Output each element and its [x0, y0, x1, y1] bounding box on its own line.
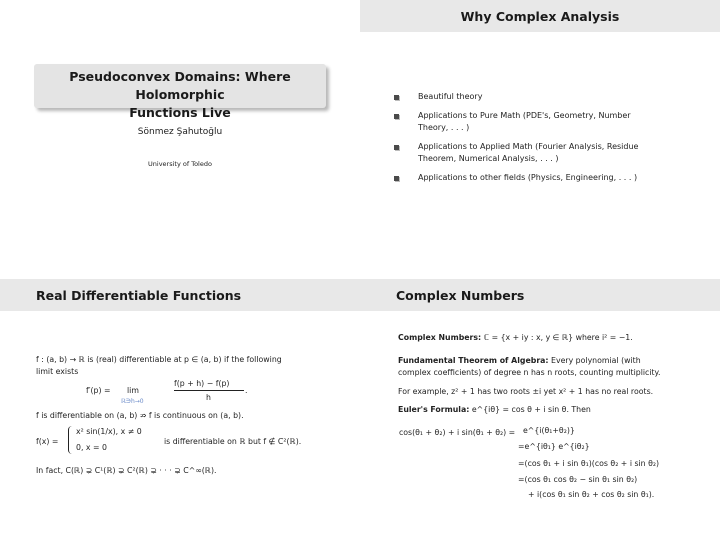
slide-header	[360, 0, 720, 32]
complex-numbers-slide	[360, 279, 720, 557]
why-complex-slide	[360, 0, 720, 278]
fta-label: Fundamental Theorem of Algebra:	[398, 356, 549, 365]
complex-text: ℂ = {x + iy : x, y ∈ ℝ} where i² = −1.	[483, 333, 633, 342]
derivative-lhs: f′(p) =	[86, 386, 111, 395]
fta-line	[398, 355, 641, 366]
slide-header	[0, 279, 360, 311]
slide-title: Real Differentiable Functions	[36, 287, 242, 303]
complex-definition	[398, 332, 633, 343]
bullet-item	[394, 91, 694, 103]
bullet-list	[394, 91, 694, 191]
euler-line	[398, 404, 591, 415]
euler-label: Euler's Formula:	[398, 405, 470, 414]
slide-title: Why Complex Analysis	[460, 8, 620, 24]
slide-title: Complex Numbers	[396, 287, 525, 303]
complex-label: Complex Numbers:	[398, 333, 482, 342]
bullet-text: Applications to other fields (Physics, Engineering, . . . )	[418, 173, 638, 182]
definition-line: f : (a, b) → ℝ is (real) differentiable at p ∈ (a, b) if the following	[36, 355, 282, 364]
bullet-item	[394, 172, 694, 184]
equation-rhs-3: =(cos θ₁ + i sin θ₁)(cos θ₂ + i sin θ₂)	[518, 459, 660, 468]
equation-rhs-5: + i(cos θ₁ sin θ₂ + cos θ₂ sin θ₁).	[528, 490, 655, 499]
fraction-numerator: f(p + h) − f(p)	[174, 379, 230, 388]
title-line-1: Pseudoconvex Domains: Where Holomorphic	[69, 69, 291, 102]
equation-rhs-1: e^{i(θ₁+θ₂)}	[523, 426, 575, 435]
square-bullet-icon	[394, 145, 399, 150]
square-bullet-icon	[394, 176, 399, 181]
bullet-item	[394, 110, 694, 134]
fta-line-cont: complex coefficients) of degree n has n roots, counting multiplicity.	[398, 368, 661, 377]
author: Sönmez Şahutoğlu	[137, 127, 223, 137]
equation-rhs-4: =(cos θ₁ cos θ₂ − sin θ₁ sin θ₂)	[518, 475, 638, 484]
piecewise-lhs: f(x) =	[36, 437, 59, 446]
bullet-text: Beautiful theory	[418, 92, 483, 101]
real-differentiable-slide	[0, 279, 360, 557]
period: .	[245, 386, 248, 395]
square-bullet-icon	[394, 114, 399, 119]
inclusion-chain: In fact, C(ℝ) ⊋ C¹(ℝ) ⊋ C²(ℝ) ⊋ · · · ⊋ C^∞(ℝ).	[36, 466, 217, 475]
square-bullet-icon	[394, 95, 399, 100]
title-line-2: Functions Live	[129, 105, 231, 120]
brace	[68, 426, 74, 454]
euler-text: e^{iθ} = cos θ + i sin θ. Then	[471, 405, 591, 414]
fraction-denominator: h	[206, 393, 211, 402]
piece-case-2: 0, x = 0	[76, 443, 107, 452]
bullet-text-cont: Theorem, Numerical Analysis, . . . )	[418, 154, 559, 163]
title-box	[34, 64, 326, 120]
bullet-text-cont: Theory, . . . )	[418, 123, 470, 132]
equation-lhs: cos(θ₁ + θ₂) + i sin(θ₁ + θ₂) =	[399, 428, 516, 437]
continuity-statement: f is differentiable on (a, b) ⇏ f is continuous on (a, b).	[36, 411, 244, 420]
piece-case-1: x² sin(1/x), x ≠ 0	[76, 427, 142, 436]
bullet-text: Applications to Pure Math (PDE's, Geometry, Number	[418, 111, 631, 120]
fta-text: Every polynomial (with	[551, 356, 641, 365]
limit-subscript: ℝ∋h→0	[121, 398, 144, 405]
slide-header	[360, 279, 720, 311]
institution: University of Toledo	[148, 160, 212, 168]
equation-rhs-2: =e^{iθ₁} e^{iθ₂}	[518, 442, 590, 451]
bullet-item	[394, 141, 694, 165]
limit-word: lim	[127, 386, 139, 395]
title-slide	[0, 0, 360, 278]
fraction-bar	[174, 390, 244, 391]
example-line: For example, z² + 1 has two roots ±i yet x² + 1 has no real roots.	[398, 387, 654, 396]
piecewise-rhs: is differentiable on ℝ but f ∉ C²(ℝ).	[164, 437, 302, 446]
definition-line-cont: limit exists	[36, 367, 79, 376]
bullet-text: Applications to Applied Math (Fourier Analysis, Residue	[418, 142, 639, 151]
